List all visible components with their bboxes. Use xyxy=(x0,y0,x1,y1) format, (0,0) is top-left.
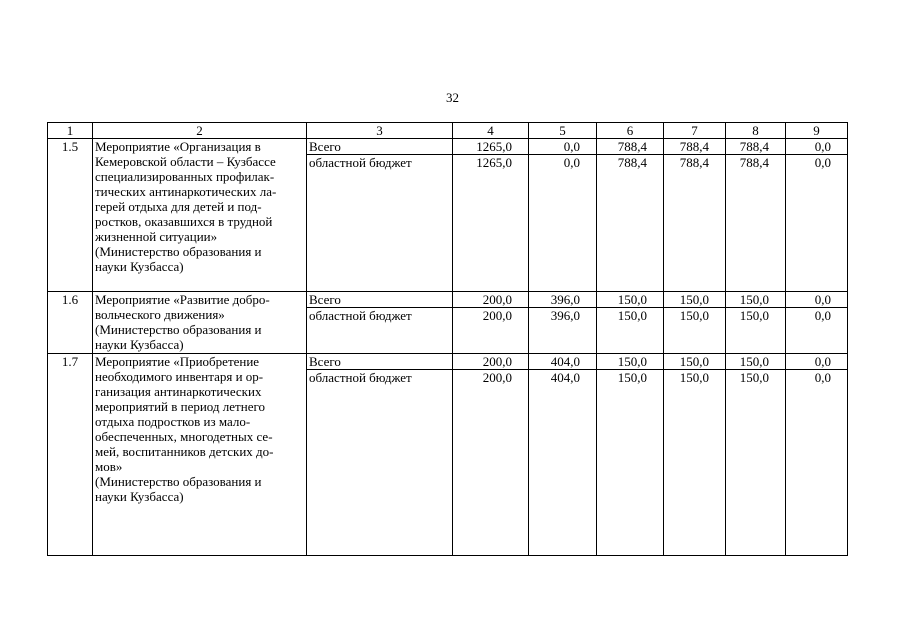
row-name: Мероприятие «Приобретение необходимого инвентаря и ор- ганизация антинаркотических мероприятий в период летнего отдыха подростков из мало- обеспеченных, многодетных се- мей, воспитанников детских до- мов» (Министерство образования и науки Кузбасса) xyxy=(93,354,307,556)
value-cell: 150,0 xyxy=(597,354,664,370)
column-header: 9 xyxy=(786,123,848,139)
column-header: 4 xyxy=(453,123,529,139)
value-cell: 0,0 xyxy=(529,139,597,155)
source-label: Всего xyxy=(307,139,453,155)
column-header: 2 xyxy=(93,123,307,139)
value-cell: 150,0 xyxy=(597,370,664,556)
column-header: 6 xyxy=(597,123,664,139)
value-cell: 150,0 xyxy=(664,370,726,556)
value-cell: 0,0 xyxy=(786,292,848,308)
value-cell: 0,0 xyxy=(786,155,848,292)
value-cell: 788,4 xyxy=(664,139,726,155)
value-cell: 1265,0 xyxy=(453,139,529,155)
page-number: 32 xyxy=(446,90,459,105)
table-row xyxy=(48,292,848,308)
value-cell: 1265,0 xyxy=(453,155,529,292)
value-cell: 200,0 xyxy=(453,370,529,556)
value-cell: 150,0 xyxy=(664,354,726,370)
value-cell: 0,0 xyxy=(786,354,848,370)
column-header: 8 xyxy=(726,123,786,139)
value-cell: 0,0 xyxy=(786,308,848,354)
source-label: областной бюджет xyxy=(307,155,453,292)
value-cell: 788,4 xyxy=(726,139,786,155)
value-cell: 788,4 xyxy=(726,155,786,292)
source-label: Всего xyxy=(307,354,453,370)
value-cell: 788,4 xyxy=(597,139,664,155)
column-header: 3 xyxy=(307,123,453,139)
value-cell: 150,0 xyxy=(597,292,664,308)
source-label: областной бюджет xyxy=(307,308,453,354)
value-cell: 150,0 xyxy=(664,292,726,308)
value-cell: 150,0 xyxy=(726,370,786,556)
value-cell: 150,0 xyxy=(726,308,786,354)
row-id: 1.5 xyxy=(48,139,93,292)
value-cell: 0,0 xyxy=(786,139,848,155)
table-row xyxy=(48,354,848,370)
row-id: 1.6 xyxy=(48,292,93,354)
value-cell: 396,0 xyxy=(529,308,597,354)
value-cell: 150,0 xyxy=(726,292,786,308)
source-label: областной бюджет xyxy=(307,370,453,556)
value-cell: 788,4 xyxy=(597,155,664,292)
value-cell: 150,0 xyxy=(597,308,664,354)
value-cell: 404,0 xyxy=(529,370,597,556)
value-cell: 150,0 xyxy=(726,354,786,370)
row-name: Мероприятие «Организация в Кемеровской области – Кузбассе специализированных профилак- тических антинаркотических ла- герей отдыха для детей и под- ростков, оказавшихся в трудной жизненной ситуации» (Министерство образования и науки Кузбасса) xyxy=(93,139,307,292)
header-row xyxy=(48,123,848,139)
value-cell: 200,0 xyxy=(453,354,529,370)
value-cell: 200,0 xyxy=(453,292,529,308)
value-cell: 404,0 xyxy=(529,354,597,370)
value-cell: 150,0 xyxy=(664,308,726,354)
table-row xyxy=(48,139,848,155)
column-header: 1 xyxy=(48,123,93,139)
source-label: Всего xyxy=(307,292,453,308)
column-header: 7 xyxy=(664,123,726,139)
row-name: Мероприятие «Развитие добро- вольческого движения» (Министерство образования и науки Кузбасса) xyxy=(93,292,307,354)
value-cell: 396,0 xyxy=(529,292,597,308)
row-id: 1.7 xyxy=(48,354,93,556)
value-cell: 0,0 xyxy=(786,370,848,556)
budget-table xyxy=(47,122,848,556)
value-cell: 200,0 xyxy=(453,308,529,354)
value-cell: 788,4 xyxy=(664,155,726,292)
value-cell: 0,0 xyxy=(529,155,597,292)
column-header: 5 xyxy=(529,123,597,139)
